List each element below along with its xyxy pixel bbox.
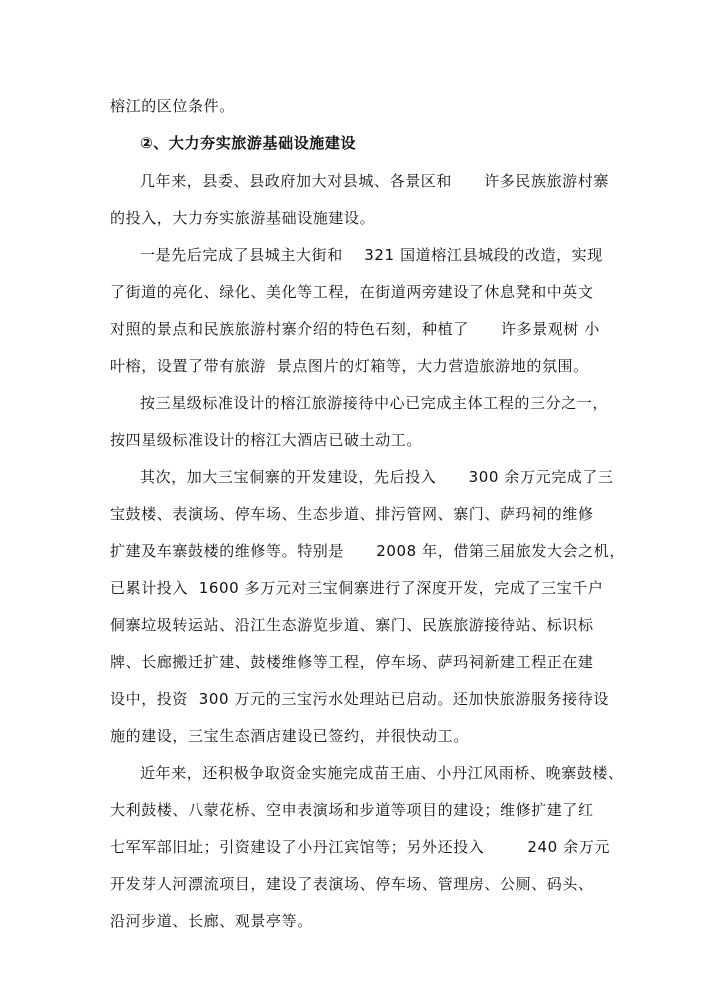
text-line-15: 侗寨垃圾转运站、沿江生态游览步道、寨门、民族旅游接待站、标识标: [110, 616, 594, 634]
text-line-17: 设中，投资 300 万元的三宝污水处理站已启动。还加快旅游服务接待设: [110, 690, 609, 708]
text-line-8: 叶榕，设置了带有旅游 景点图片的灯箱等，大力营造旅游地的氛围。: [110, 357, 589, 375]
text-line-19: 近年来，还积极争取资金实施完成苗王庙、小丹江风雨桥、晚寨鼓楼、: [140, 764, 624, 782]
text-line-12: 宝鼓楼、表演场、停车场、生态步道、排污管网、寨门、萨玛祠的维修: [110, 505, 594, 523]
text-line-13: 扩建及车寨鼓楼的维修等。特别是 2008 年，借第三届旅发大会之机，: [110, 542, 625, 560]
text-line-1: 榕江的区位条件。: [110, 97, 235, 115]
text-line-23: 沿河步道、长廊、观景亭等。: [110, 912, 313, 930]
text-line-22: 开发芽人河漂流项目，建设了表演场、停车场、管理房、公厕、码头、: [110, 875, 594, 893]
text-line-18: 施的建设，三宝生态酒店建设已签约，并很快动工。: [110, 727, 469, 745]
text-line-9: 按三星级标准设计的榕江旅游接待中心已完成主体工程的三分之一，: [140, 394, 609, 412]
text-line-5: 一是先后完成了县城主大街和 321 国道榕江县城段的改造，实现: [140, 246, 603, 264]
section-heading: ②、大力夯实旅游基础设施建设: [140, 134, 357, 152]
text-line-4: 的投入，大力夯实旅游基础设施建设。: [110, 209, 376, 227]
text-line-6: 了街道的亮化、绿化、美化等工程，在街道两旁建设了休息凳和中英文: [110, 283, 594, 301]
text-line-11: 其次，加大三宝侗寨的开发建设，先后投入 300 余万元完成了三: [140, 468, 614, 486]
text-line-14: 已累计投入 1600 多万元对三宝侗寨进行了深度开发，完成了三宝千户: [110, 579, 604, 597]
text-line-3: 几年来，县委、县政府加大对县城、各景区和 许多民族旅游村寨: [140, 172, 610, 190]
text-line-21: 七军军部旧址；引资建设了小丹江宾馆等；另外还投入 240 余万元: [110, 838, 610, 856]
text-line-20: 大利鼓楼、八蒙花桥、空申表演场和步道等项目的建设；维修扩建了红: [110, 801, 594, 819]
text-line-16: 牌、长廊搬迁扩建、鼓楼维修等工程，停车场、萨玛祠新建工程正在建: [110, 653, 594, 671]
text-line-7: 对照的景点和民族旅游村寨介绍的特色石刻，种植了 许多景观树 小: [110, 320, 600, 338]
text-line-10: 按四星级标准设计的榕江大酒店已破土动工。: [110, 431, 423, 449]
